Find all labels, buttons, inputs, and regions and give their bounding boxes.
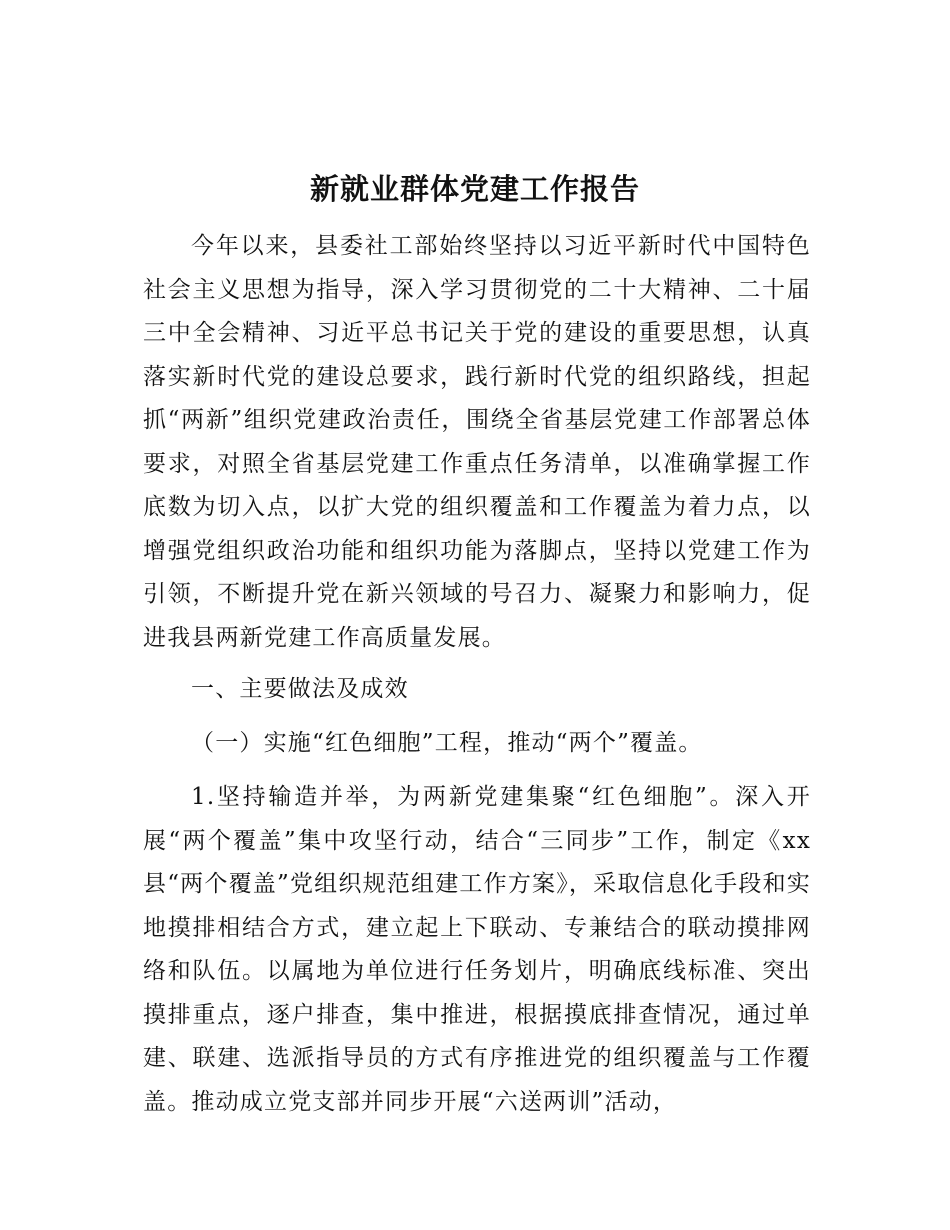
body-paragraph-1: 1.坚持输造并举，为两新党建集聚“红色细胞”。深入开展“两个覆盖”集中攻坚行动，结合“三同步”工作，制定《xx县“两个覆盖”党组织规范组建工作方案》，采取信息化手段和实地摸排相结合方式，建立起上下联动、专兼结合的联动摸排网络和队伍。以属地为单位进行任务划片，明确底线标准、突出摸排重点，逐户排查，集中推进，根据摸底排查情况，通过单建、联建、选派指导员的方式有序推进党的组织覆盖与工作覆盖。推动成立党支部并同步开展“六送两训”活动， bbox=[143, 784, 811, 1115]
subsection-heading-1: （一）实施“红色细胞”工程，推动“两个”覆盖。 bbox=[191, 730, 703, 756]
intro-paragraph: 今年以来，县委社工部始终坚持以习近平新时代中国特色社会主义思想为指导，深入学习贯彻党的二十大精神、二十届三中全会精神、习近平总书记关于党的建设的重要思想，认真落实新时代党的建设总要求，践行新时代党的组织路线，担起抓“两新”组织党建政治责任，围绕全省基层党建工作部署总体要求，对照全省基层党建工作重点任务清单，以准确掌握工作底数为切入点，以扩大党的组织覆盖和工作覆盖为着力点，以增强党组织政治功能和组织功能为落脚点，坚持以党建工作为引领，不断提升党在新兴领域的号召力、凝聚力和影响力，促进我县两新党建工作高质量发展。 bbox=[143, 233, 811, 651]
document-title: 新就业群体党建工作报告 bbox=[309, 172, 640, 206]
section-heading-1: 一、主要做法及成效 bbox=[191, 676, 409, 702]
